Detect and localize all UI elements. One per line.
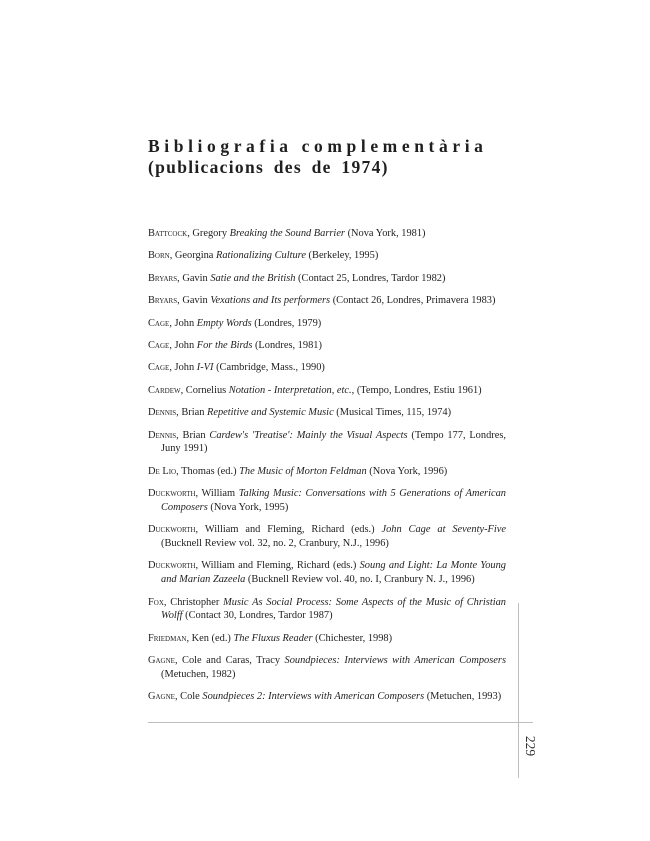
entry-publication: (Cambridge, Mass., 1990) [213, 362, 325, 374]
entry-details: , John [169, 317, 197, 329]
title-line-1: Bibliografia complementària [148, 136, 488, 156]
entry-author: Bryars [148, 272, 178, 284]
entry-publication: (Contact 26, Londres, Primavera 1983) [330, 295, 496, 307]
entry-work-title: Vexations and Its performers [210, 295, 331, 307]
entry-work-title: Satie and the British [210, 272, 296, 284]
entry-publication: (Nova York, 1996) [366, 465, 448, 477]
bibliography-entry [148, 272, 506, 286]
entry-author: Friedman [148, 632, 187, 644]
bibliography-entry [148, 632, 506, 646]
entry-publication: (Metuchen, 1993) [424, 691, 502, 703]
entry-author: Dennis [148, 429, 177, 441]
entry-author: Cage [148, 362, 170, 374]
entry-author: Cardew [148, 384, 181, 396]
entry-publication: (Berkeley, 1995) [305, 250, 379, 262]
entry-author: Gagne [148, 691, 175, 703]
page-number-text: 229 [523, 735, 538, 757]
entry-details: , Brian [176, 407, 208, 419]
bibliography-entry [148, 690, 506, 704]
entry-details: , Thomas (ed.) [176, 465, 240, 477]
entry-work-title: Music As Social Process: Some Aspects of the Music of Christian Wolff [161, 596, 506, 622]
entry-publication: (Musical Times, 115, 1974) [333, 407, 452, 419]
bibliography-entry [148, 339, 506, 353]
entry-work-title: The Music of Morton Feldman [239, 465, 367, 477]
page-frame-horizontal-rule [148, 722, 533, 723]
bibliography-entry [148, 361, 506, 375]
entry-details: , John [169, 339, 197, 351]
entry-work-title: Cardew's 'Treatise': Mainly the Visual Aspects [209, 429, 408, 441]
entry-details: , Georgina [169, 250, 216, 262]
title-line-2: (publicacions des de 1974) [148, 157, 389, 177]
bibliography-entry [148, 249, 506, 263]
entry-publication: (Bucknell Review vol. 32, no. 2, Cranbury, N.J., 1996) [161, 538, 389, 550]
bibliography-entry [148, 317, 506, 331]
bibliography-entry [148, 406, 506, 420]
entry-work-title: I-VI [196, 362, 214, 374]
entry-author: Cage [148, 317, 170, 329]
bibliography-entry [148, 227, 506, 241]
entry-details: , Christopher [163, 596, 224, 608]
page-frame-vertical-rule [518, 603, 519, 778]
entry-author: Gagne [148, 655, 175, 667]
entry-details: , Gavin [177, 295, 211, 307]
bibliography-entry [148, 384, 506, 398]
entry-publication: (Contact 30, Londres, Tardor 1987) [182, 610, 333, 622]
entry-author: Bryars [148, 295, 178, 307]
bibliography-entry [148, 596, 506, 624]
entry-details: , William and Fleming, Richard (eds.) [195, 560, 360, 572]
entry-publication: (Metuchen, 1982) [161, 669, 236, 681]
entry-publication: (Bucknell Review vol. 40, no. I, Cranbury N. J., 1996) [245, 574, 475, 586]
entry-author: Duckworth [148, 560, 196, 572]
entry-details: , Cole and Caras, Tracy [174, 655, 285, 667]
page-title [148, 136, 528, 178]
entry-publication: (Tempo 177, Londres, Juny 1991) [161, 429, 506, 455]
entry-details: , Ken (ed.) [186, 632, 234, 644]
entry-author: Dennis [148, 407, 177, 419]
bibliography-entry [148, 559, 506, 587]
entry-work-title: Breaking the Sound Barrier [229, 228, 345, 239]
entry-details: , Cornelius [180, 384, 229, 396]
entry-details: , Brian [176, 429, 210, 441]
bibliography-entry [148, 465, 506, 479]
entry-work-title: For the Birds [196, 339, 253, 351]
entry-work-title: The Fluxus Reader [233, 632, 313, 644]
page-number [520, 733, 540, 759]
entry-details: , Gregory [187, 228, 230, 239]
entry-details: , William [195, 488, 239, 500]
entry-author: Born [148, 250, 170, 262]
entry-author: Cage [148, 339, 170, 351]
entry-author: De Lio [148, 465, 177, 477]
entry-work-title: Notation - Interpretation, etc. [228, 384, 352, 396]
entry-author: Fox [148, 596, 164, 608]
entry-publication: (Chichester, 1998) [312, 632, 393, 644]
bibliography-entry [148, 429, 506, 457]
entry-work-title: Rationalizing Culture [215, 250, 306, 262]
entry-details: , William and Fleming, Richard (eds.) [195, 524, 382, 536]
entry-work-title: Soundpieces 2: Interviews with American Composers [202, 691, 425, 703]
entry-details: , Gavin [177, 272, 211, 284]
bibliography-entry [148, 654, 506, 682]
entry-author: Duckworth [148, 488, 196, 500]
entry-author: Battcock [148, 228, 188, 239]
entry-work-title: Soung and Light: La Monte Young and Marian Zazeela [161, 560, 506, 586]
entry-details: , John [169, 362, 197, 374]
entry-work-title: Soundpieces: Interviews with American Composers [284, 655, 506, 667]
bibliography-list [148, 227, 506, 713]
bibliography-entry [148, 523, 506, 551]
entry-work-title: Empty Words [196, 317, 252, 329]
entry-publication: (Contact 25, Londres, Tardor 1982) [295, 272, 446, 284]
entry-author: Duckworth [148, 524, 196, 536]
bibliography-entry [148, 294, 506, 308]
entry-work-title: Talking Music: Conversations with 5 Generations of American Composers [161, 488, 506, 513]
entry-publication: (Nova York, 1981) [344, 228, 426, 239]
entry-publication: (Londres, 1979) [251, 317, 322, 329]
entry-publication: (Nova York, 1995) [207, 501, 289, 513]
bibliography-entry [148, 487, 506, 515]
entry-publication: , (Tempo, Londres, Estiu 1961) [351, 384, 482, 396]
entry-publication: (Londres, 1981) [252, 339, 322, 351]
entry-details: , Cole [174, 691, 203, 703]
entry-work-title: John Cage at Seventy-Five [381, 524, 506, 536]
entry-work-title: Repetitive and Systemic Music [207, 407, 334, 419]
